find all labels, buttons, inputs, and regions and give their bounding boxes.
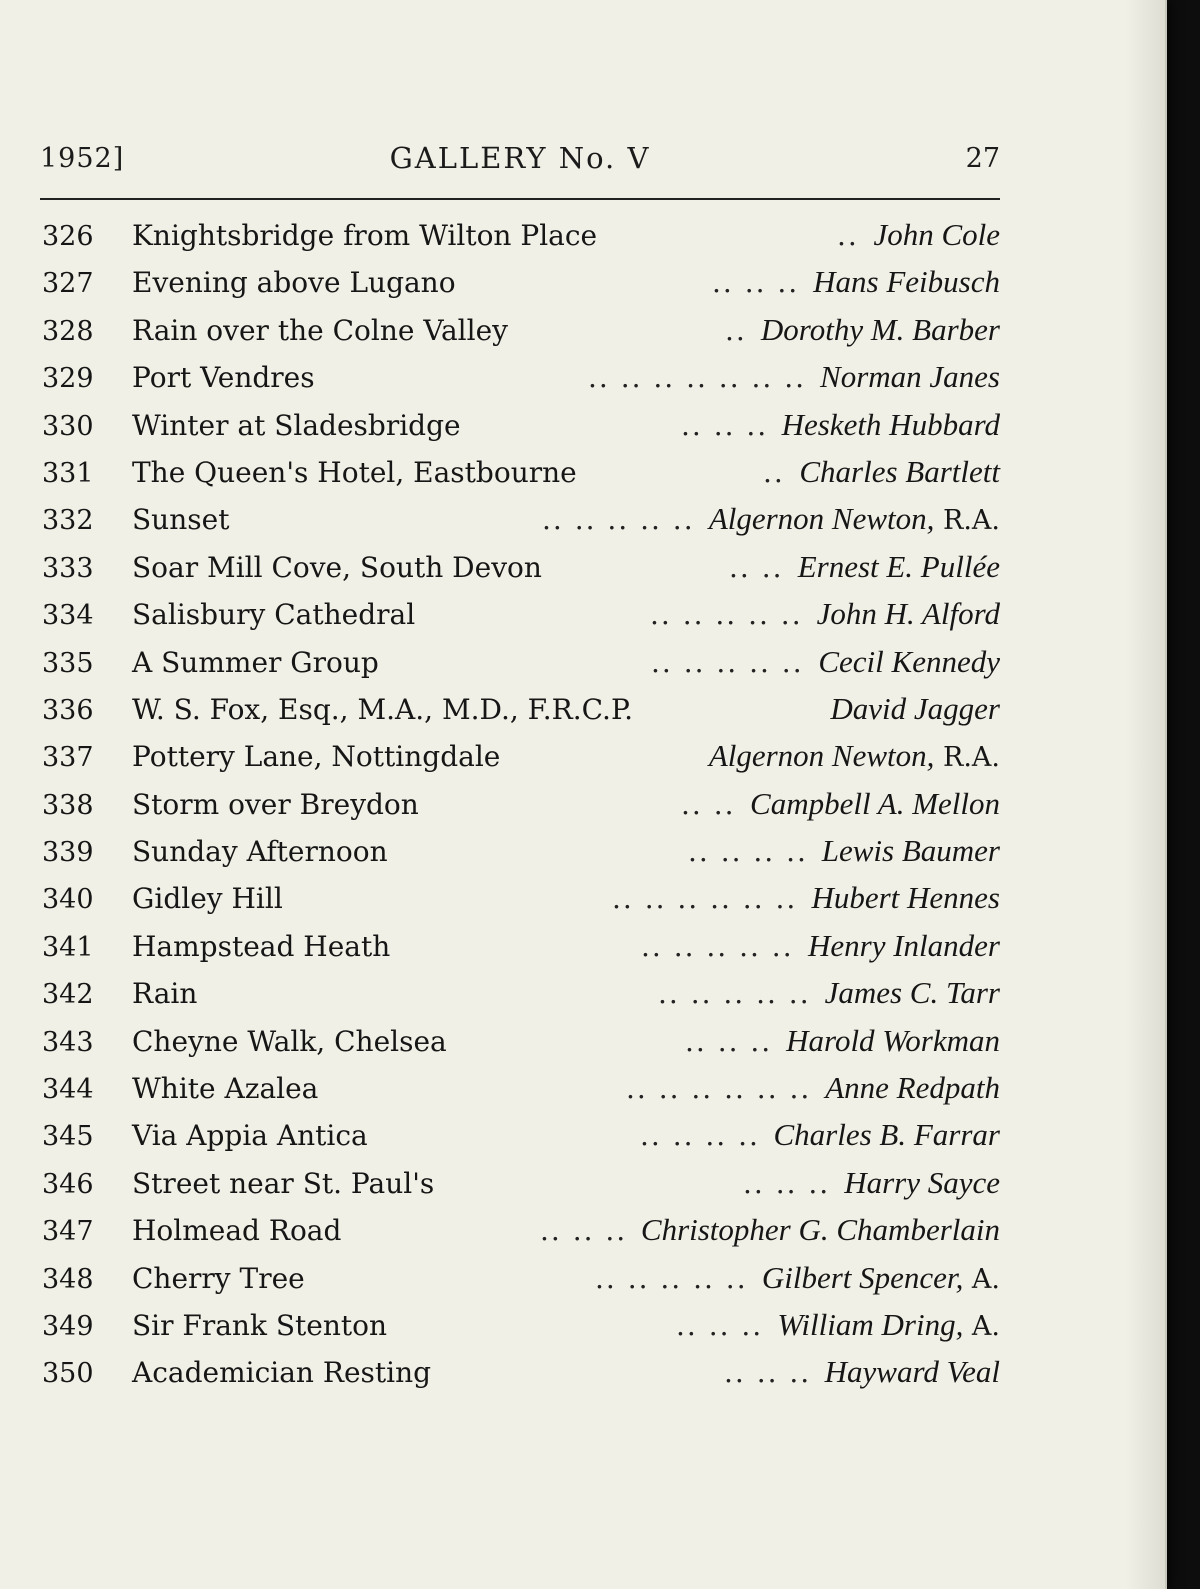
entry-number: 333 [42,552,94,584]
entry-title: Sunset [132,503,230,537]
leader-dots: .. .. .. .. .. [641,929,794,963]
artist-name: Gilbert Spencer, [761,1259,964,1295]
entry-title: Cherry Tree [132,1261,305,1295]
entry-artist [825,975,1000,1011]
artist-name: Hayward Veal [824,1354,1000,1390]
leader-dots: .. .. .. .. .. .. .. [588,361,807,395]
entry-artist [799,454,1000,490]
list-item [40,876,1000,923]
entry-artist [825,1354,1000,1390]
artist-name: Algernon Newton, [708,738,935,774]
leader-dots: .. .. [729,550,784,584]
artist-name: Harry Sayce [844,1164,1000,1200]
entry-artist [798,549,1000,585]
entry-title: Holmead Road [132,1214,342,1248]
entry-artist [813,264,1000,300]
list-item [40,734,1000,781]
leader-dots: .. .. .. [685,1024,773,1058]
entry-artist [830,691,1000,727]
entry-title: Hampstead Heath [132,929,391,963]
leader-dots: .. .. .. [540,1214,628,1248]
leader-dots: .. .. .. [676,1308,764,1342]
artist-name: Christopher G. Chamberlain [640,1212,1000,1248]
entry-title: Evening above Lugano [132,266,456,300]
list-item [40,782,1000,829]
entry-title: Cheyne Walk, Chelsea [132,1024,447,1058]
leader-dots: .. .. .. .. .. [595,1261,748,1295]
entry-number: 326 [42,221,94,252]
artist-name: Ernest E. Pullée [797,548,1000,584]
leader-dots: .. .. .. [712,266,800,300]
entry-title: Pottery Lane, Nottingdale [132,740,501,774]
entry-artist [709,501,1000,537]
entry-number: 331 [42,457,94,489]
entry-title: Street near St. Paul's [132,1166,435,1200]
entry-number: 341 [42,931,94,963]
entry-number: 330 [42,410,94,442]
leader-dots: .. [725,313,747,347]
entry-number: 328 [42,315,94,347]
entry-title: Soar Mill Cove, South Devon [132,550,542,584]
artist-name: Lewis Baumer [821,833,1000,869]
artist-name: Charles Bartlett [799,453,1000,489]
entry-title: Knightsbridge from Wilton Place [132,219,598,252]
artist-name: Charles B. Farrar [773,1117,1000,1153]
entry-list [40,213,1000,1398]
artist-distinction: A. [963,1263,1000,1295]
list-item [40,213,1000,260]
artist-distinction: R.A. [934,505,1000,537]
header-title: GALLERY No. V [389,141,651,175]
entry-artist [817,596,1000,632]
leader-dots: .. [837,219,859,252]
entry-number: 347 [42,1216,94,1248]
list-item [40,1113,1000,1160]
list-item [40,971,1000,1018]
artist-name: Norman Janes [820,359,1000,395]
list-item [40,829,1000,876]
entry-title: The Queen's Hotel, Eastbourne [132,455,577,489]
list-item [40,1256,1000,1303]
artist-name: Hans Feibusch [813,264,1000,300]
entry-artist [825,1070,1000,1106]
entry-title: A Summer Group [132,645,379,679]
entry-artist [873,217,1000,253]
entry-number: 335 [42,647,94,679]
leader-dots: .. .. .. [743,1166,831,1200]
list-item [40,403,1000,450]
entry-title: White Azalea [132,1072,319,1106]
artist-distinction: A. [963,1310,1000,1342]
leader-dots: .. .. .. .. .. [658,977,811,1011]
list-item [40,592,1000,639]
leader-dots: .. .. [681,787,736,821]
list-item [40,1019,1000,1066]
leader-dots: .. .. .. .. .. [651,645,804,679]
list-item [40,260,1000,307]
artist-name: John H. Alford [816,596,1000,632]
artist-name: Cecil Kennedy [818,643,1000,679]
artist-name: David Jagger [830,690,1000,726]
list-item [40,1350,1000,1397]
entry-title: Academician Resting [132,1356,432,1390]
entry-number: 344 [42,1074,94,1106]
artist-name: Campbell A. Mellon [750,785,1000,821]
page-header [40,143,1000,183]
entry-title: Gidley Hill [132,882,283,916]
list-item [40,1161,1000,1208]
entry-number: 346 [42,1168,94,1200]
entry-number: 340 [42,884,94,916]
entry-title: Storm over Breydon [132,787,419,821]
entry-artist [844,1165,1000,1201]
entry-artist [761,312,1000,348]
entry-number: 336 [42,694,94,726]
entry-number: 327 [42,268,94,300]
entry-artist [777,1307,1000,1343]
entry-number: 332 [42,505,94,537]
list-item [40,545,1000,592]
entry-number: 350 [42,1358,94,1390]
entry-artist [641,1212,1000,1248]
leader-dots: .. .. .. .. .. .. [626,1072,812,1106]
leader-dots: .. .. .. .. .. [650,598,803,632]
entry-number: 342 [42,979,94,1011]
list-item [40,308,1000,355]
entry-title: Sir Frank Stenton [132,1308,388,1342]
entry-number: 339 [42,837,94,869]
artist-distinction: R.A. [934,742,1000,774]
entry-title: Rain [132,977,198,1011]
list-item [40,924,1000,971]
entry-artist [808,928,1000,964]
entry-artist [750,786,1000,822]
entry-number: 338 [42,789,94,821]
entry-artist [782,407,1000,443]
list-item [40,687,1000,734]
entry-artist [818,644,1000,680]
entry-title: Winter at Sladesbridge [132,408,461,442]
entry-number: 348 [42,1263,94,1295]
leader-dots: .. .. .. [681,408,769,442]
artist-name: Harold Workman [786,1022,1000,1058]
list-item [40,1208,1000,1255]
entry-number: 349 [42,1310,94,1342]
artist-name: Anne Redpath [825,1070,1000,1106]
leader-dots: .. [763,455,785,489]
entry-number: 345 [42,1121,94,1153]
entry-artist [709,738,1000,774]
list-item [40,1066,1000,1113]
leader-dots: .. .. .. .. [640,1119,760,1153]
leader-dots: .. .. .. [724,1356,812,1390]
entry-artist [822,833,1000,869]
list-item [40,450,1000,497]
entry-title: Salisbury Cathedral [132,598,416,632]
entry-number: 343 [42,1026,94,1058]
entry-number: 337 [42,742,94,774]
entry-title: Via Appia Antica [132,1119,368,1153]
artist-name: James C. Tarr [824,975,1000,1011]
header-page-number: 27 [965,143,1000,174]
list-item [40,1303,1000,1350]
entry-artist [820,359,1000,395]
list-item [40,355,1000,402]
artist-name: Hesketh Hubbard [781,406,1000,442]
entry-artist [762,1260,1000,1296]
entry-number: 329 [42,363,94,395]
entry-title: Port Vendres [132,361,315,395]
entry-artist [786,1023,1000,1059]
list-item [40,640,1000,687]
entry-title: Sunday Afternoon [132,835,388,869]
entry-artist [774,1117,1001,1153]
leader-dots: .. .. .. .. .. [542,503,695,537]
entry-number: 334 [42,600,94,632]
header-rule [40,198,1000,200]
leader-dots: .. .. .. .. .. .. [612,882,798,916]
entry-artist [811,880,1000,916]
artist-name: Henry Inlander [808,927,1000,963]
artist-name: William Dring, [777,1306,964,1342]
artist-name: Algernon Newton, [708,501,935,537]
artist-name: Dorothy M. Barber [760,311,1000,347]
header-year: 1952] [40,143,125,174]
leader-dots: .. .. .. .. [688,835,808,869]
entry-title: W. S. Fox, Esq., M.A., M.D., F.R.C.P. [132,692,634,726]
artist-name: John Cole [873,217,1000,252]
artist-name: Hubert Hennes [811,880,1000,916]
list-item [40,497,1000,544]
entry-title: Rain over the Colne Valley [132,313,508,347]
